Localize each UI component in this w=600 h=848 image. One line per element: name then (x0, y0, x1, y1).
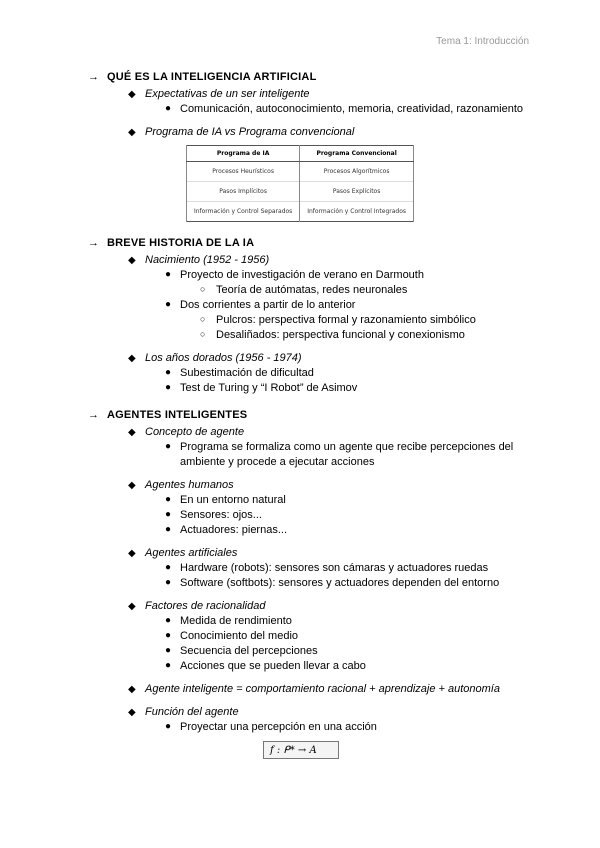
table-header-cell: Programa Convencional (300, 146, 414, 162)
list-item-text: Medida de rendimiento (180, 615, 292, 627)
subsection-label: Los años dorados (1956 - 1974) (145, 352, 302, 364)
list-item (90, 720, 550, 735)
table-cell: Pasos Implícitos (187, 182, 300, 202)
list-item-text: Sensores: ojos... (180, 509, 262, 521)
list-item-text: Conocimiento del medio (180, 630, 299, 642)
list-item (90, 561, 550, 576)
bullet-icon: ● (165, 577, 172, 588)
subsection (90, 546, 550, 591)
bullet-icon: ● (165, 367, 172, 378)
table-row (187, 162, 414, 182)
table-header-row (187, 146, 414, 162)
list-item-text: ambiente y procede a ejecutar acciones (180, 456, 375, 468)
subsection-label: Agente inteligente = comportamiento racional + aprendizaje + autonomía (145, 683, 500, 695)
list-subitem (90, 328, 550, 343)
diamond-icon: ◆ (128, 480, 136, 491)
list-item (90, 614, 550, 629)
bullet-icon: ● (165, 494, 172, 505)
subsection-heading (90, 682, 550, 697)
circle-icon: ○ (200, 314, 206, 324)
bullet-icon: ● (165, 615, 172, 626)
list-item-continuation (90, 455, 550, 470)
table-row (187, 202, 414, 222)
circle-icon: ○ (200, 284, 206, 294)
bullet-icon: ● (165, 299, 172, 310)
subsection-label: Función del agente (145, 706, 239, 718)
bullet-icon: ● (165, 645, 172, 656)
table-cell: Procesos Heurísticos (187, 162, 300, 182)
list-item (90, 493, 550, 508)
bullet-icon: ● (165, 382, 172, 393)
subsection-label: Factores de racionalidad (145, 600, 266, 612)
table-cell: Pasos Explícitos (300, 182, 414, 202)
list-item-text: Proyectar una percepción en una acción (180, 721, 377, 733)
page-header: Tema 1: Introducción (436, 36, 529, 47)
bullet-icon: ● (165, 562, 172, 573)
diamond-icon: ◆ (128, 255, 136, 266)
list-item (90, 102, 550, 117)
bullet-icon: ● (165, 660, 172, 671)
section-historia (90, 236, 550, 396)
list-item-text: Hardware (robots): sensores son cámaras y actuadores ruedas (180, 562, 489, 574)
list-item-text: Subestimación de dificultad (180, 367, 314, 379)
subsection-heading (90, 87, 550, 102)
list-item (90, 629, 550, 644)
list-item (90, 523, 550, 538)
circle-icon: ○ (200, 329, 206, 339)
list-subitem (90, 313, 550, 328)
bullet-icon: ● (165, 630, 172, 641)
list-item-text: Comunicación, autoconocimiento, memoria, creatividad, razonamiento (180, 103, 524, 115)
list-item (90, 576, 550, 591)
list-subitem-text: Pulcros: perspectiva formal y razonamiento simbólico (216, 314, 476, 326)
subsection-label: Expectativas de un ser inteligente (145, 88, 310, 100)
diamond-icon: ◆ (128, 684, 136, 695)
section-que-es-ia (90, 70, 550, 222)
arrow-icon: → (88, 237, 100, 249)
list-item-text: Dos corrientes a partir de lo anterior (180, 299, 356, 311)
section-title-text: QUÉ ES LA INTELIGENCIA ARTIFICIAL (107, 71, 317, 83)
list-subitem-text: Desaliñados: perspectiva funcional y conexionismo (216, 329, 465, 341)
comparison-table (186, 145, 414, 222)
table-cell: Información y Control Integrados (300, 202, 414, 222)
subsection (90, 682, 550, 697)
diamond-icon: ◆ (128, 353, 136, 364)
subsection-label: Concepto de agente (145, 426, 245, 438)
section-title-text: BREVE HISTORIA DE LA IA (107, 237, 255, 249)
list-item (90, 298, 550, 313)
diamond-icon: ◆ (128, 127, 136, 138)
bullet-icon: ● (165, 441, 172, 452)
subsection (90, 125, 550, 222)
list-item-text: Acciones que se pueden llevar a cabo (180, 660, 366, 672)
section-title (90, 236, 550, 252)
diamond-icon: ◆ (128, 707, 136, 718)
section-title-text: AGENTES INTELIGENTES (107, 409, 248, 421)
list-subitem (90, 283, 550, 298)
list-item-text: Secuencia del percepciones (180, 645, 318, 657)
document-body (90, 70, 550, 769)
table-cell: Procesos Algorítmicos (300, 162, 414, 182)
list-subitem-text: Teoría de autómatas, redes neuronales (216, 284, 408, 296)
section-agentes (90, 408, 550, 759)
bullet-icon: ● (165, 721, 172, 732)
list-item-text: Actuadores: piernas... (180, 524, 288, 536)
diamond-icon: ◆ (128, 427, 136, 438)
subsection-label: Programa de IA vs Programa convencional (145, 126, 355, 138)
list-item-text: Test de Turing y “I Robot” de Asimov (180, 382, 358, 394)
list-item-text: Software (softbots): sensores y actuadores dependen del entorno (180, 577, 500, 589)
subsection-heading (90, 351, 550, 366)
list-item-text: Programa se formaliza como un agente que recibe percepciones del (180, 441, 514, 453)
arrow-icon: → (88, 71, 100, 83)
list-item (90, 644, 550, 659)
subsection (90, 705, 550, 759)
list-item-text: En un entorno natural (180, 494, 286, 506)
subsection (90, 478, 550, 538)
bullet-icon: ● (165, 103, 172, 114)
subsection (90, 87, 550, 117)
list-item (90, 268, 550, 283)
table-header-cell: Programa de IA (187, 146, 300, 162)
table-row (187, 182, 414, 202)
bullet-icon: ● (165, 509, 172, 520)
list-item (90, 508, 550, 523)
subsection (90, 599, 550, 674)
diamond-icon: ◆ (128, 548, 136, 559)
section-title (90, 70, 550, 86)
section-title (90, 408, 550, 424)
subsection (90, 253, 550, 343)
subsection (90, 351, 550, 396)
diamond-icon: ◆ (128, 89, 136, 100)
list-item (90, 381, 550, 396)
bullet-icon: ● (165, 524, 172, 535)
table-cell: Información y Control Separados (187, 202, 300, 222)
subsection-heading (90, 125, 550, 140)
subsection-heading (90, 546, 550, 561)
list-item (90, 659, 550, 674)
subsection-label: Agentes artificiales (145, 547, 238, 559)
arrow-icon: → (88, 409, 100, 421)
subsection-heading (90, 599, 550, 614)
subsection (90, 425, 550, 470)
bullet-icon: ● (165, 269, 172, 280)
subsection-heading (90, 425, 550, 440)
subsection-label: Agentes humanos (145, 479, 234, 491)
diamond-icon: ◆ (128, 601, 136, 612)
subsection-label: Nacimiento (1952 - 1956) (145, 254, 270, 266)
list-item (90, 366, 550, 381)
list-item (90, 440, 550, 455)
formula-box: f : ᑭ* → A (263, 741, 339, 759)
list-item-text: Proyecto de investigación de verano en Darmouth (180, 269, 424, 281)
subsection-heading (90, 705, 550, 720)
subsection-heading (90, 253, 550, 268)
subsection-heading (90, 478, 550, 493)
